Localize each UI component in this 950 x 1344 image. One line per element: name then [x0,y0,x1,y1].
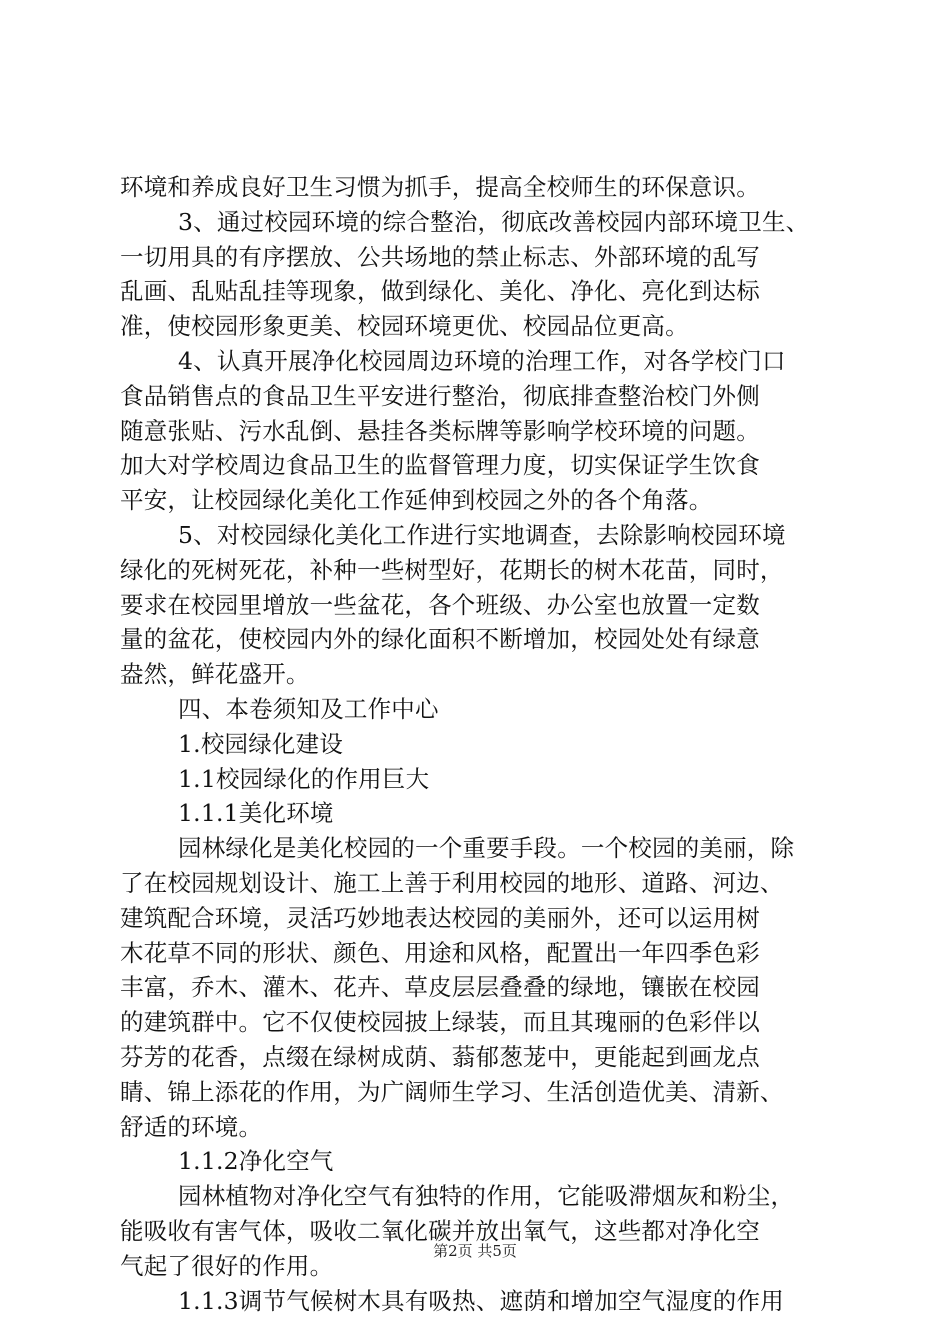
text-line: 食品销售点的食品卫生平安进行整治，彻底排查整治校门外侧 [120,381,760,410]
text-line: 能吸收有害气体，吸收二氧化碳并放出氧气，这些都对净化空 [120,1216,760,1245]
text-line: 5、对校园绿化美化工作进行实地调查，去除影响校园环境 [178,520,786,549]
text-line: 3、通过校园环境的综合整治，彻底改善校园内部环境卫生、 [178,207,810,236]
text-line: 准，使校园形象更美、校园环境更优、校园品位更高。 [120,312,689,341]
text-line: 环境和养成良好卫生习惯为抓手，提高全校师生的环保意识。 [120,173,760,201]
text-line: 随意张贴、污水乱倒、悬挂各类标牌等影响学校环境的问题。 [120,416,760,445]
text-line: 四、本卷须知及工作中心 [178,694,439,723]
page-footer: 第2页 共5页 [433,1242,517,1260]
text-line: 绿化的死树死花，补种一些树型好，花期长的树木花苗，同时， [120,555,784,584]
text-line: 一切用具的有序摆放、公共场地的禁止标志、外部环境的乱写 [120,242,760,271]
text-line: 要求在校园里增放一些盆花，各个班级、办公室也放置一定数 [120,590,760,619]
text-line: 了在校园规划设计、施工上善于利用校园的地形、道路、河边、 [120,868,784,897]
text-line: 1.1.1美化环境 [178,799,334,828]
text-line: 舒适的环境。 [120,1112,263,1141]
text-line: 的建筑群中。它不仅使校园披上绿装，而且其瑰丽的色彩伴以 [120,1008,760,1037]
text-line: 平安，让校园绿化美化工作延伸到校园之外的各个角落。 [120,486,713,515]
text-line: 芬芳的花香，点缀在绿树成荫、蓊郁葱茏中，更能起到画龙点 [120,1042,760,1071]
text-line: 丰富，乔木、灌木、花卉、草皮层层叠叠的绿地，镶嵌在校园 [120,973,760,1002]
text-line: 园林植物对净化空气有独特的作用，它能吸滞烟灰和粉尘， [178,1182,795,1211]
text-line: 量的盆花，使校园内外的绿化面积不断增加，校园处处有绿意 [120,625,760,654]
text-line: 4、认真开展净化校园周边环境的治理工作，对各学校门口 [178,346,786,375]
text-line: 1.1校园绿化的作用巨大 [178,764,430,793]
text-line: 园林绿化是美化校园的一个重要手段。一个校园的美丽，除 [178,834,795,863]
text-line: 睛、锦上添花的作用，为广阔师生学习、生活创造优美、清新、 [120,1077,784,1106]
text-line: 建筑配合环境，灵活巧妙地表达校园的美丽外，还可以运用树 [120,903,760,932]
text-line: 气起了很好的作用。 [120,1251,334,1280]
text-line: 1.校园绿化建设 [178,729,344,758]
text-line: 木花草不同的形状、颜色、用途和风格，配置出一年四季色彩 [120,938,760,967]
text-line: 加大对学校周边食品卫生的监督管理力度，切实保证学生饮食 [120,451,760,480]
document-body [120,170,840,1318]
text-line: 1.1.2净化空气 [178,1147,334,1176]
text-line: 乱画、乱贴乱挂等现象，做到绿化、美化、净化、亮化到达标 [120,277,760,306]
text-line: 盎然，鲜花盛开。 [120,660,310,689]
text-line: 1.1.3调节气候树木具有吸热、遮荫和增加空气湿度的作用 [178,1286,784,1315]
